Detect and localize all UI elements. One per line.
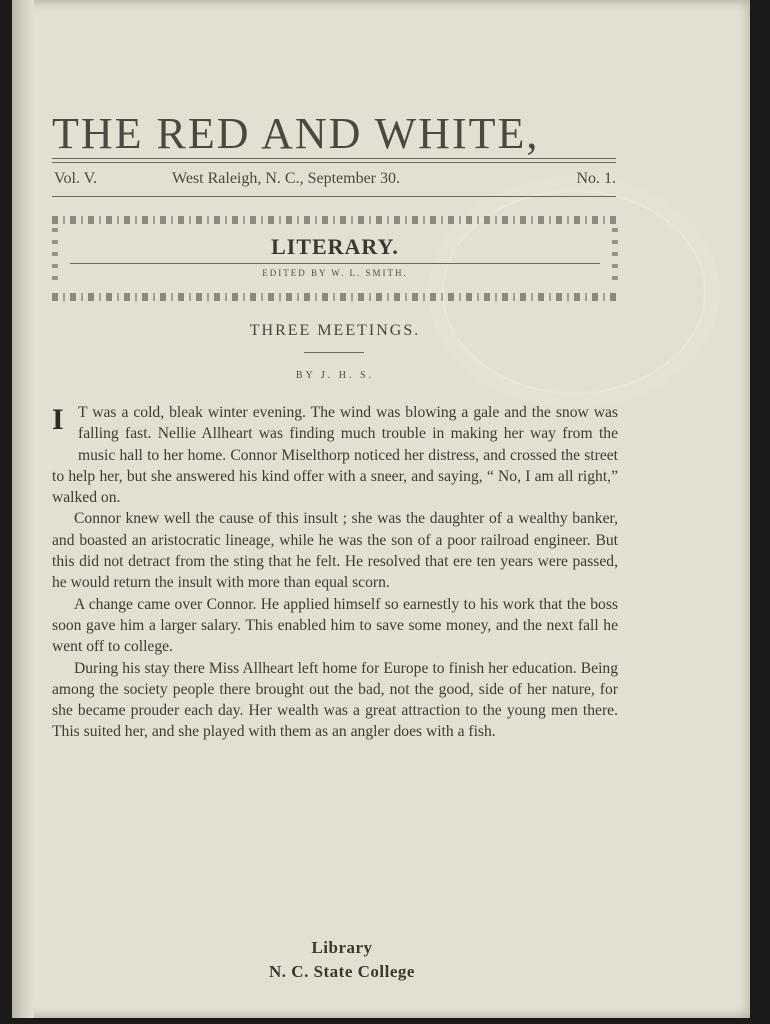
library-stamp — [212, 936, 472, 984]
issue-number: No. 1. — [576, 170, 616, 187]
drop-cap: I — [52, 403, 64, 436]
document-page — [12, 0, 750, 1018]
story-paragraph: Connor knew well the cause of this insult ; she was the daughter of a wealthy banker, and boasted an aristocratic lineage, while he was the son of a poor railroad engineer. But this did not detract from the sting that he felt. He resolved that ere ten years were passed, he would return the insult with more than equal scorn. — [52, 510, 618, 592]
ornament-border-bottom — [52, 293, 618, 301]
masthead-rule-top-2 — [52, 162, 616, 163]
stamp-line-library: Library — [311, 938, 373, 957]
place-date: West Raleigh, N. C., September 30. — [172, 170, 401, 187]
ornament-border-top — [52, 216, 618, 224]
masthead-title: THE RED AND WHITE, — [52, 109, 540, 158]
volume-label: Vol. V. — [54, 170, 98, 187]
masthead-rule-bottom — [52, 196, 616, 197]
story-title-rule — [304, 352, 364, 353]
stamp-line-college: N. C. State College — [269, 962, 415, 981]
issue-line — [54, 170, 616, 192]
story-body — [52, 402, 618, 743]
masthead-rule-top — [52, 158, 616, 159]
story-paragraph: A change came over Connor. He applied himself so earnestly to his work that the boss soon gave him a larger salary. This enabled him to save some money, and the next fall he went off to college. — [52, 595, 618, 656]
story-title: THREE MEETINGS. — [249, 322, 421, 339]
paragraph-text: T was a cold, bleak winter evening. The wind was blowing a gale and the snow was falling fast. Nellie Allheart was finding much trouble in making her way from the music hall to her home. Connor Miselthorp noticed her distress, and crossed the street to help her, but she answered his kind offer with a sneer, and saying, “ No, I am all right,” walked on. — [52, 404, 618, 507]
section-title: LITERARY. — [271, 234, 399, 259]
story-paragraph — [52, 402, 618, 508]
section-rule — [70, 263, 600, 264]
page-spine-shadow — [12, 0, 34, 1018]
story-paragraph: During his stay there Miss Allheart left home for Europe to finish her education. Being among the society people there brought out the bad, not the good, side of her nature, for she became prouder each day. Her wealth was a great attraction to the young men there. This suited her, and she played with them as an angler does with a fish. — [52, 659, 618, 741]
section-editor: EDITED BY W. L. SMITH. — [262, 268, 408, 278]
story-byline: BY J. H. S. — [295, 370, 375, 381]
